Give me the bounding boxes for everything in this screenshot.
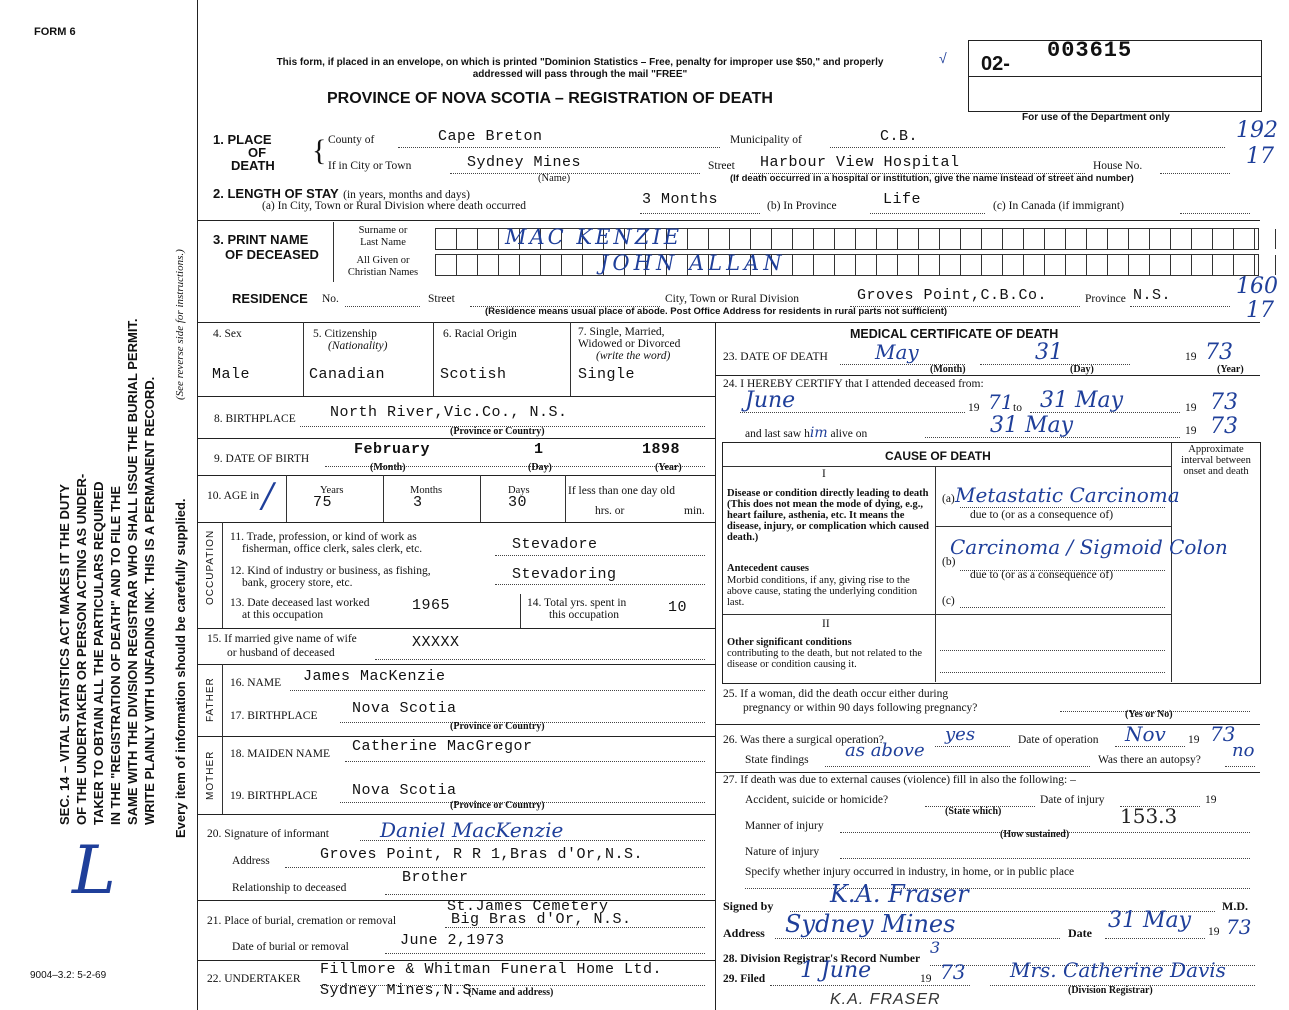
- attended-from: June: [745, 388, 796, 413]
- marital-value: Single: [578, 366, 636, 383]
- stay-canada-label: (c) In Canada (if immigrant): [993, 200, 1124, 212]
- letter-cell: [1129, 255, 1150, 275]
- informant-address-label: Address: [232, 855, 270, 867]
- county-value: Cape Breton: [438, 128, 543, 145]
- trade-label: 11. Trade, profession, or kind of work as fisherman, office clerk, sales clerk, etc.: [230, 531, 423, 555]
- letter-cell: [1129, 229, 1150, 249]
- letter-cell: [1213, 255, 1234, 275]
- letter-cell: [1024, 255, 1045, 275]
- letter-cell: [961, 229, 982, 249]
- letter-cell: [730, 229, 751, 249]
- given-name-boxes: [435, 254, 1259, 276]
- check-mark: √: [939, 50, 947, 66]
- mother-maiden-value: Catherine MacGregor: [352, 738, 533, 755]
- residence-province: N.S.: [1133, 287, 1172, 304]
- letter-cell: [436, 255, 457, 275]
- birthplace-label: 8. BIRTHPLACE: [214, 413, 296, 425]
- date-of-death-label: 23. DATE OF DEATH: [723, 351, 828, 363]
- letter-cell: [1255, 229, 1276, 249]
- filed-label: 29. Filed: [723, 973, 766, 985]
- street-value: Harbour View Hospital: [760, 154, 960, 171]
- dob-month: February: [354, 441, 431, 458]
- age-years: 75: [313, 494, 333, 511]
- mother-birthplace-label: 19. BIRTHPLACE: [230, 790, 318, 802]
- last-saw-date: 31 May: [990, 413, 1074, 438]
- letter-cell: [940, 229, 961, 249]
- death-month: May: [875, 340, 919, 364]
- dob-year: 1898: [642, 441, 681, 458]
- letter-cell: [457, 255, 478, 275]
- racial-origin-value: Scotish: [440, 366, 507, 383]
- county-label: County of: [328, 134, 375, 146]
- occupation-side-label: OCCUPATION: [205, 529, 216, 605]
- letter-cell: [1213, 229, 1234, 249]
- letter-cell: [1003, 229, 1024, 249]
- letter-cell: [1192, 229, 1213, 249]
- letter-cell: [877, 229, 898, 249]
- margin-code-1: 192: [1236, 118, 1278, 143]
- dept-use-note: For use of the Department only: [1022, 112, 1170, 123]
- every-item-note: Every item of information should be carefully supplied.: [173, 498, 188, 838]
- municipality-label: Municipality of: [730, 134, 802, 146]
- letter-cell: [898, 255, 919, 275]
- autopsy-value: no: [1232, 740, 1255, 761]
- sec14-notice: SEC. 14 – VITAL STATISTICS ACT MAKES IT THE DUTY OF THE UNDERTAKER OR PERSON ACTING AS UNDER- TAKER TO OBTAIN ALL THE PARTICULARS REQUIRED IN THE "REGISTRATION OF DEATH" AND TO FILE THE SAME WITH THE DIVISION REGISTRAR WHO SHALL ISSUE THE BURIAL PERMIT. WRITE PLAINLY WITH UNFADING INK. THIS IS A PERMANENT RECORD.: [57, 318, 157, 825]
- street-label: Street: [708, 160, 735, 172]
- letter-cell: [772, 229, 793, 249]
- stay-city-label: (a) In City, Town or Rural Division where death occurred: [262, 200, 526, 212]
- informant-address: Groves Point, R R 1,Bras d'Or,N.S.: [320, 846, 644, 863]
- citizenship-value: Canadian: [309, 366, 386, 383]
- reg-number: 003615: [1047, 38, 1133, 63]
- given-name-label: All Given or Christian Names: [347, 255, 419, 278]
- margin-code-4: 17: [1246, 298, 1274, 323]
- citizenship-label: 5. Citizenship: [313, 328, 377, 340]
- letter-cell: [856, 255, 877, 275]
- burial-place-b: Big Bras d'Or, N.S.: [451, 911, 632, 928]
- registration-number-box: [968, 40, 1262, 112]
- industry-label: 12. Kind of industry or business, as fishing, bank, grocery store, etc.: [230, 565, 431, 589]
- margin-code-3: 160: [1236, 274, 1278, 299]
- letter-cell: [877, 255, 898, 275]
- place-of-death-label: 1. PLACE OF DEATH: [213, 132, 275, 173]
- mother-maiden-label: 18. MAIDEN NAME: [230, 748, 330, 760]
- mother-birthplace-value: Nova Scotia: [352, 782, 457, 799]
- letter-cell: [1045, 229, 1066, 249]
- death-day: 31: [1035, 340, 1063, 365]
- informant-signature: Daniel MacKenzie: [380, 818, 564, 842]
- burial-place-label: 21. Place of burial, cremation or removal: [207, 915, 397, 927]
- sex-value: Male: [212, 366, 251, 383]
- letter-cell: [478, 229, 499, 249]
- handwritten-initial: L: [72, 832, 116, 909]
- cause-title: CAUSE OF DEATH: [885, 449, 991, 463]
- spouse-label: 15. If married give name of wife or husband of deceased: [207, 633, 357, 659]
- physician-stamp: K.A. FRASER: [830, 991, 941, 1008]
- letter-cell: [1066, 229, 1087, 249]
- letter-cell: [898, 229, 919, 249]
- letter-cell: [1087, 229, 1108, 249]
- father-side-label: FATHER: [205, 677, 216, 722]
- reg-prefix: 02-: [981, 53, 1010, 75]
- findings-value: as above: [845, 740, 925, 761]
- letter-cell: [751, 229, 772, 249]
- marital-label: 7. Single, Married, Widowed or Divorced (write the word): [578, 326, 681, 362]
- municipality-value: C.B.: [880, 128, 919, 145]
- undertaker-name: Fillmore & Whitman Funeral Home Ltd.: [320, 961, 663, 978]
- letter-cell: [436, 229, 457, 249]
- city-label: If in City or Town: [328, 160, 412, 172]
- cause-b: Carcinoma / Sigmoid Colon: [950, 535, 1228, 559]
- undertaker-address: Sydney Mines,N.S.: [320, 982, 482, 999]
- total-years-label: 14. Total yrs. spent in this occupation: [527, 597, 627, 621]
- informant-signature-label: 20. Signature of informant: [207, 828, 330, 840]
- page-title: PROVINCE OF NOVA SCOTIA – REGISTRATION OF DEATH: [327, 90, 773, 107]
- surname-value: MAC KENZIE: [505, 225, 683, 249]
- mother-side-label: MOTHER: [205, 750, 216, 800]
- letter-cell: [982, 255, 1003, 275]
- letter-cell: [541, 255, 562, 275]
- external-causes-label: 27. If death was due to external causes (violence) fill in also the following: –: [723, 774, 1076, 786]
- sex-label: 4. Sex: [213, 328, 242, 340]
- stay-city-value: 3 Months: [642, 191, 719, 208]
- letter-cell: [520, 255, 541, 275]
- letter-cell: [835, 255, 856, 275]
- burial-date: June 2,1973: [400, 932, 505, 949]
- letter-cell: [814, 229, 835, 249]
- letter-cell: [1234, 255, 1255, 275]
- letter-cell: [1171, 229, 1192, 249]
- father-name-label: 16. NAME: [230, 677, 282, 689]
- house-label: House No.: [1093, 160, 1143, 172]
- letter-cell: [856, 229, 877, 249]
- last-worked-label: 13. Date deceased last worked at this occupation: [230, 597, 370, 621]
- letter-cell: [709, 229, 730, 249]
- print-name-label: 3. PRINT NAME OF DECEASED: [213, 232, 319, 262]
- findings-label: State findings: [745, 754, 809, 766]
- letter-cell: [1171, 255, 1192, 275]
- surgery-value: yes: [945, 724, 976, 745]
- last-worked-value: 1965: [412, 597, 451, 614]
- filed-date: 1 June: [800, 958, 872, 983]
- see-reverse-note: (See reverse side for instructions.): [174, 249, 186, 400]
- cause-a: Metastatic Carcinoma: [955, 483, 1180, 507]
- letter-cell: [478, 255, 499, 275]
- dob-day: 1: [534, 441, 544, 458]
- interval-header: Approximate interval between onset and death: [1181, 444, 1251, 477]
- record-number-label: 28. Division Registrar's Record Number: [723, 953, 921, 965]
- letter-cell: [1276, 255, 1289, 275]
- letter-cell: [982, 229, 1003, 249]
- signed-by-label: Signed by: [723, 899, 774, 913]
- birthplace-value: North River,Vic.Co., N.S.: [330, 404, 568, 421]
- certify-label: 24. I HEREBY CERTIFY that I attended deceased from:: [723, 378, 984, 390]
- letter-cell: [835, 229, 856, 249]
- industry-value: Stevadoring: [512, 566, 617, 583]
- racial-origin-label: 6. Racial Origin: [443, 328, 517, 340]
- surgery-label: 26. Was there a surgical operation?: [723, 734, 884, 746]
- residence-label: RESIDENCE: [232, 291, 308, 306]
- signed-date: 31 May: [1108, 908, 1192, 933]
- age-months: 3: [413, 494, 423, 511]
- letter-cell: [1024, 229, 1045, 249]
- letter-cell: [1066, 255, 1087, 275]
- stay-province-label: (b) In Province: [767, 200, 837, 212]
- father-birthplace-label: 17. BIRTHPLACE: [230, 710, 318, 722]
- letter-cell: [457, 229, 478, 249]
- burial-place-a: St.James Cemetery: [447, 898, 609, 915]
- relationship-value: Brother: [402, 869, 469, 886]
- letter-cell: [499, 255, 520, 275]
- relationship-label: Relationship to deceased: [232, 882, 347, 894]
- pregnancy-label: 25. If a woman, did the death occur either during pregnancy or within 90 days following pregnancy?: [723, 688, 978, 714]
- physician-address: Sydney Mines: [785, 910, 956, 938]
- death-year: 73: [1205, 340, 1233, 365]
- surname-label: Surname or Last Name: [358, 225, 408, 248]
- trade-value: Stevadore: [512, 536, 598, 553]
- letter-cell: [1255, 255, 1276, 275]
- medical-cert-title: MEDICAL CERTIFICATE OF DEATH: [850, 327, 1059, 341]
- length-of-stay-label: 2. LENGTH OF STAY (in years, months and days): [213, 186, 470, 201]
- age-days: 30: [508, 494, 528, 511]
- physician-signature: K.A. Fraser: [830, 880, 969, 908]
- mail-notice: This form, if placed in an envelope, on which is printed "Dominion Statistics – Free, penalty for improper use $50," and properly addressed will pass through the mail "FREE": [276, 57, 884, 80]
- record-number: 3: [930, 938, 941, 957]
- letter-cell: [1150, 229, 1171, 249]
- hospital-note: (If death occurred in a hospital or institution, give the name instead of street and number): [730, 173, 1134, 184]
- other-conditions-label: Other significant conditions: [727, 637, 852, 648]
- residence-city: Groves Point,C.B.Co.: [857, 287, 1048, 304]
- operation-date: Nov: [1125, 722, 1166, 746]
- disease-label: Disease or condition directly leading to death (This does not mean the mode of dying, e.g., heart failure, asthenia, etc. It means the disease, injury, or complication which caused death.): [727, 488, 929, 543]
- stay-province-value: Life: [883, 191, 922, 208]
- letter-cell: [688, 229, 709, 249]
- letter-cell: [961, 255, 982, 275]
- letter-cell: [1045, 255, 1066, 275]
- form-id: FORM 6: [34, 26, 76, 38]
- code-value: 153.3: [1120, 804, 1178, 828]
- registrar-signature: Mrs. Catherine Davis: [1010, 958, 1226, 982]
- given-name-value: JOHN ALLAN: [600, 251, 786, 275]
- letter-cell: [1192, 255, 1213, 275]
- letter-cell: [919, 255, 940, 275]
- father-birthplace-value: Nova Scotia: [352, 700, 457, 717]
- letter-cell: [793, 255, 814, 275]
- physician-address-label: Address: [723, 926, 765, 940]
- dob-label: 9. DATE OF BIRTH: [214, 453, 310, 465]
- city-value: Sydney Mines: [467, 154, 582, 171]
- letter-cell: [1108, 229, 1129, 249]
- total-years-value: 10: [668, 599, 688, 616]
- margin-code-2: 17: [1246, 144, 1274, 169]
- letter-cell: [814, 255, 835, 275]
- letter-cell: [1108, 255, 1129, 275]
- undertaker-label: 22. UNDERTAKER: [207, 973, 301, 985]
- letter-cell: [1150, 255, 1171, 275]
- form-left-border: [197, 0, 198, 1010]
- letter-cell: [1087, 255, 1108, 275]
- letter-cell: [919, 229, 940, 249]
- burial-date-label: Date of burial or removal: [232, 941, 349, 953]
- age-label: 10. AGE in: [207, 490, 260, 502]
- spouse-value: XXXXX: [412, 634, 460, 651]
- letter-cell: [793, 229, 814, 249]
- last-saw-label: and last saw him alive on: [745, 425, 868, 441]
- form-code: 9004–3.2: 5-2-69: [30, 970, 107, 981]
- antecedent-label: Antecedent causes: [727, 563, 809, 574]
- letter-cell: [1234, 229, 1255, 249]
- letter-cell: [1003, 255, 1024, 275]
- attended-to: 31 May: [1040, 388, 1124, 413]
- letter-cell: [940, 255, 961, 275]
- father-name-value: James MacKenzie: [303, 668, 446, 685]
- letter-cell: [562, 255, 583, 275]
- letter-cell: [1276, 229, 1289, 249]
